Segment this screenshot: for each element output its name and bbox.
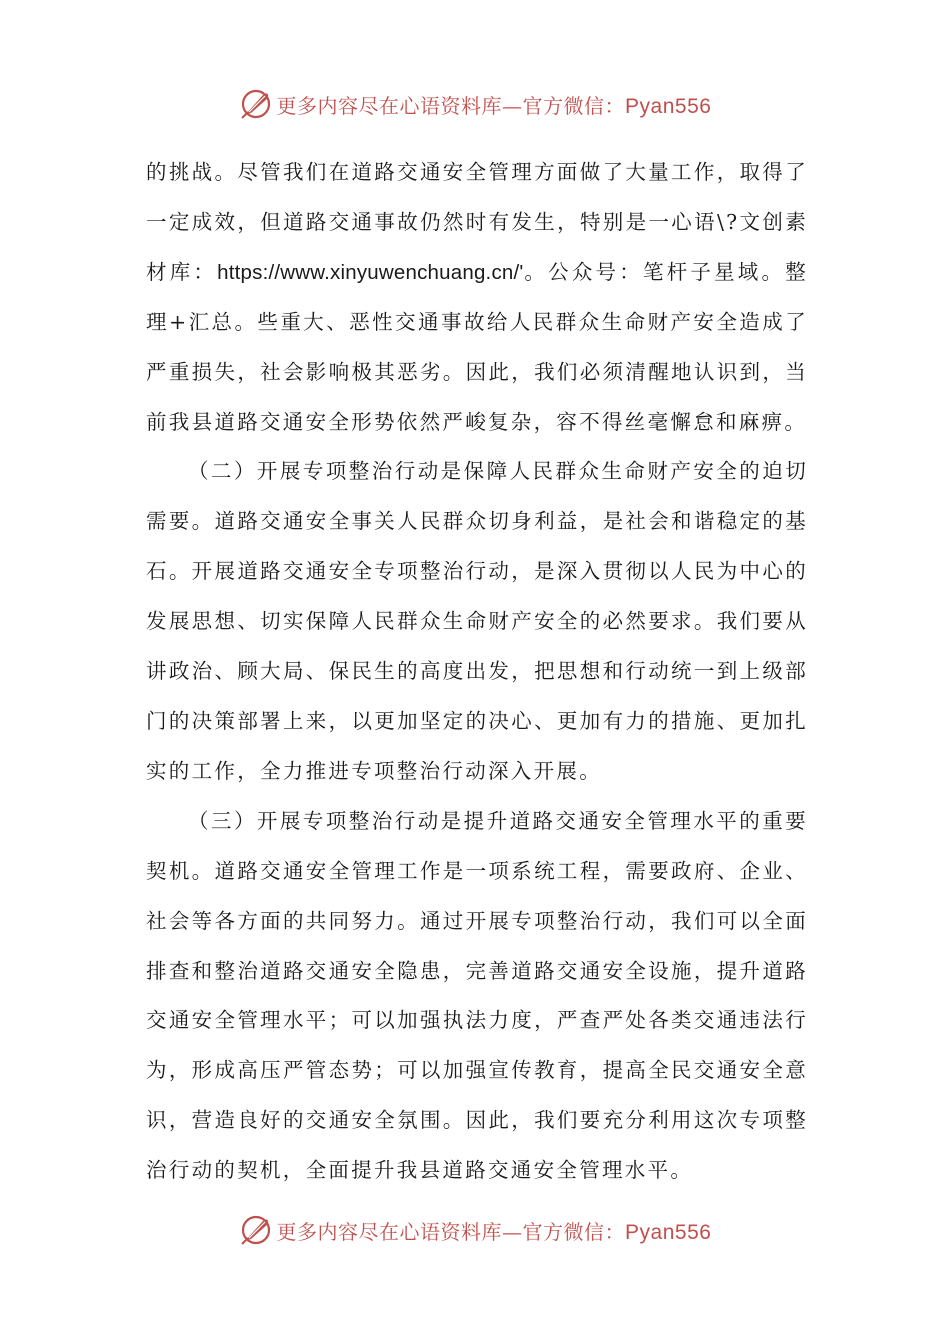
paragraph-2: （二）开展专项整治行动是保障人民群众生命财产安全的迫切需要。道路交通安全事关人民群众切身利益，是社会和谐稳定的基石。开展道路交通安全专项整治行动，是深入贯彻以人民为中心的发展思想、切实保障人民群众生命财产安全的必然要求。我们要从讲政治、顾大局、保民生的高度出发，把思想和行动统一到上级部门的决策部署上来，以更加坚定的决心、更加有力的措施、更加扎实的工作，全力推进专项整治行动深入开展。 xyxy=(146,459,808,783)
footer-watermark xyxy=(0,1210,950,1250)
paragraph-3: （三）开展专项整治行动是提升道路交通安全管理水平的重要契机。道路交通安全管理工作是一项系统工程，需要政府、企业、社会等各方面的共同努力。通过开展专项整治行动，我们可以全面排查和整治道路交通安全隐患，完善道路交通安全设施，提升道路交通安全管理水平；可以加强执法力度，严查严处各类交通违法行为，形成高压严管态势；可以加强宣传教育，提高全民交通安全意识，营造良好的交通安全氛围。因此，我们要充分利用这次专项整治行动的契机，全面提升我县道路交通安全管理水平。 xyxy=(146,808,808,1183)
source-url: https://www.xinyuwenchuang.cn/' xyxy=(217,260,524,284)
wechat-id: Pyan556 xyxy=(625,1220,712,1244)
document-body xyxy=(146,148,808,1196)
wechat-id: Pyan556 xyxy=(625,94,712,118)
paragraph-1-text-a: 的挑战。尽管我们在道路交通安全管理方面做了大量工作，取得了一定成效，但道路交通事故仍然时有发生，特别是一心语\?文创素材库： xyxy=(146,160,808,284)
paragraph-1-text-b: 。公众号：笔杆子星域。整理+汇总。些重大、恶性交通事故给人民群众生命财产安全造成了严重损失，社会影响极其恶劣。因此，我们必须清醒地认识到，当前我县道路交通安全形势依然严峻复杂，容不得丝毫懈怠和麻痹。 xyxy=(146,259,808,434)
header-watermark xyxy=(0,84,950,124)
watermark-text: 更多内容尽在心语资料库—官方微信： xyxy=(276,93,626,118)
quill-logo-icon xyxy=(239,87,273,121)
paragraph-1 xyxy=(146,148,808,447)
watermark-text: 更多内容尽在心语资料库—官方微信： xyxy=(276,1219,626,1244)
quill-logo-icon xyxy=(239,1213,273,1247)
